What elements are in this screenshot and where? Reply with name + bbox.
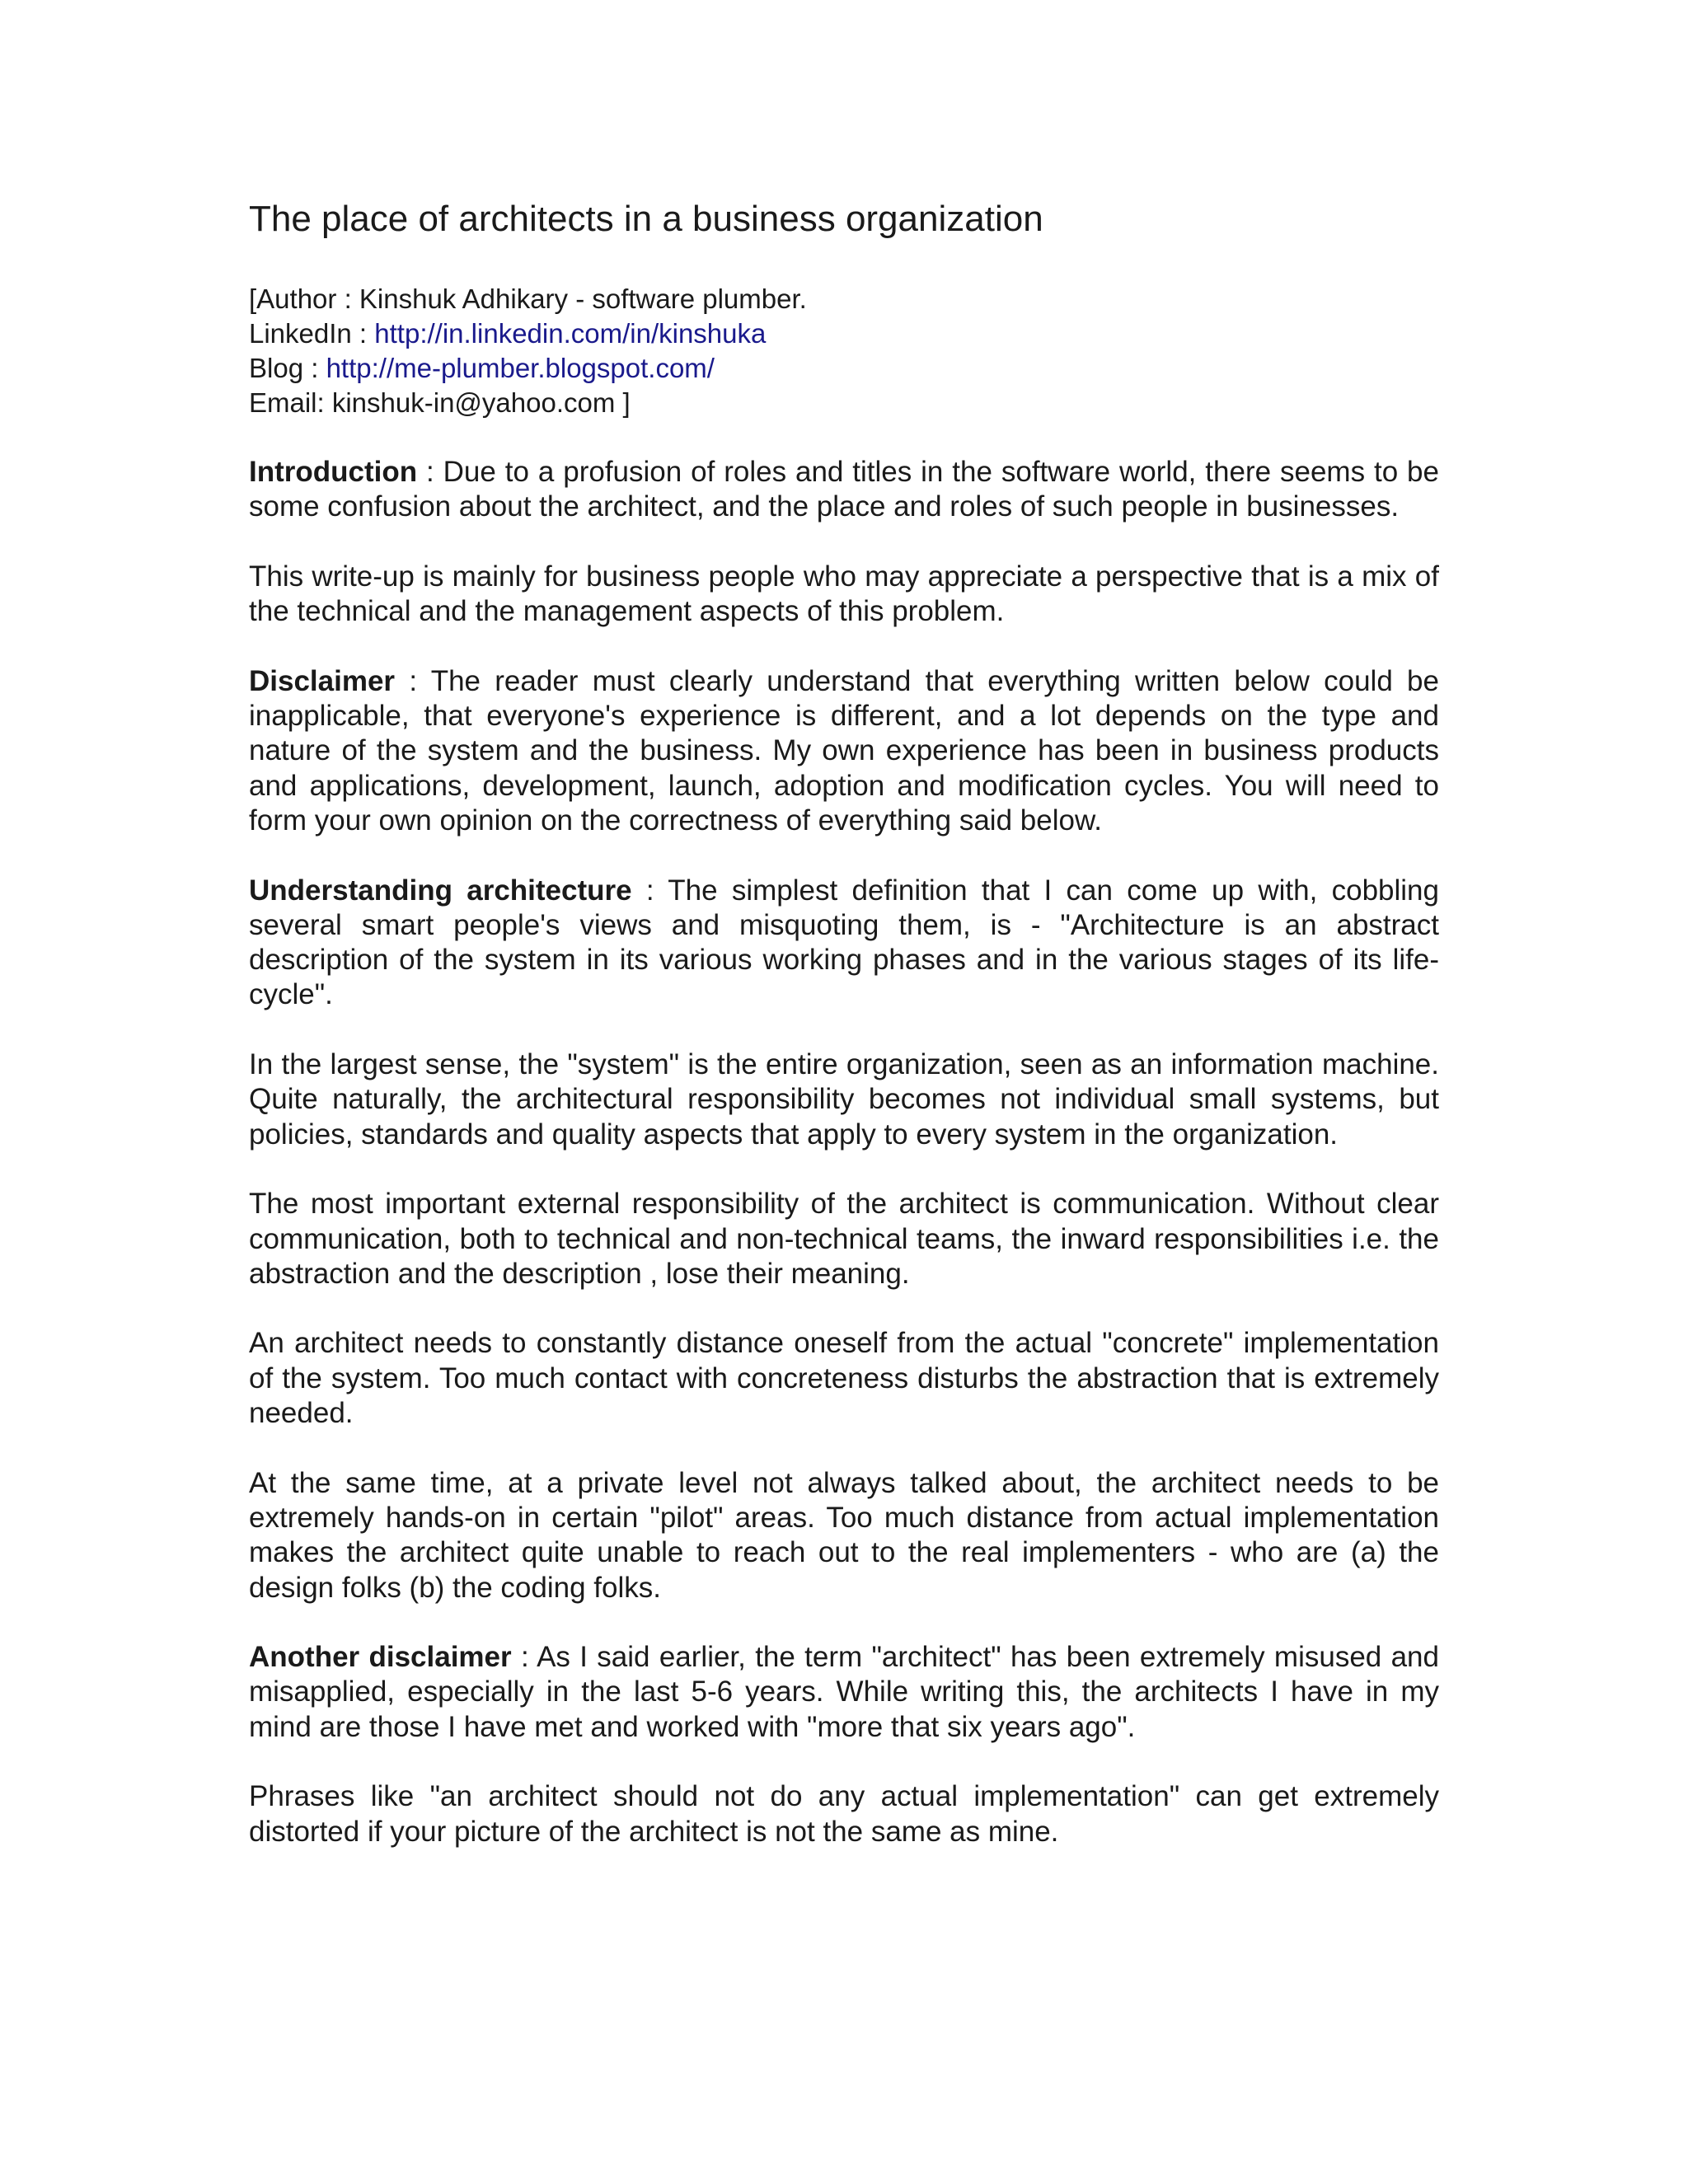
author-info <box>249 282 1439 420</box>
paragraph-disclaimer <box>249 664 1439 838</box>
page-title: The place of architects in a business organization <box>249 199 1043 239</box>
text-disclaimer: : The reader must clearly understand that everything written below could be inapplicable, that everyone's experience is different, and a lot depends on the type and nature of the system and the business. My own experience has been in business products and applications, development, launch, adoption and modification cycles. You will need to form your own opinion on the correctness of everything said below. <box>249 664 1439 837</box>
blog-link[interactable]: http://me-plumber.blogspot.com/ <box>326 353 715 383</box>
author-line: [Author : Kinshuk Adhikary - software plumber. <box>249 284 807 314</box>
linkedin-label: LinkedIn : <box>249 318 375 349</box>
paragraph-understanding-architecture <box>249 874 1439 1013</box>
text-another-disclaimer: : As I said earlier, the term "architect" has been extremely misused and misapplied, especially in the last 5-6 years. While writing this, the architects I have in my mind are those I have met and worked with "more that six years ago". <box>249 1641 1439 1743</box>
paragraph-hands-on: At the same time, at a private level not always talked about, the architect needs to be extremely hands-on in certain "pilot" areas. Too much distance from actual implementation makes the architect quite unable to reach out to the real implementers - who are (a) the design folks (b) the coding folks. <box>249 1466 1439 1604</box>
paragraph-phrases: Phrases like "an architect should not do any actual implementation" can get extremely distorted if your picture of the architect is not the same as mine. <box>249 1780 1439 1848</box>
linkedin-link[interactable]: http://in.linkedin.com/in/kinshuka <box>374 318 767 349</box>
blog-line <box>249 351 1439 386</box>
linkedin-line <box>249 316 1439 351</box>
paragraph-system-sense: In the largest sense, the "system" is the entire organization, seen as an information machine. Quite naturally, the architectural responsibility becomes not individual small systems, but policies, standards and quality aspects that apply to every system in the organization. <box>249 1048 1439 1151</box>
heading-another-disclaimer: Another disclaimer <box>249 1641 512 1674</box>
heading-understanding-architecture: Understanding architecture <box>249 874 632 907</box>
heading-introduction: Introduction <box>249 456 418 488</box>
text-introduction: : Due to a profusion of roles and titles in the software world, there seems to be some confusion about the architect, and the place and roles of such people in businesses. <box>249 456 1439 523</box>
heading-disclaimer: Disclaimer <box>249 664 396 697</box>
document-page <box>249 196 1439 1884</box>
paragraph-introduction <box>249 455 1439 525</box>
paragraph-communication: The most important external responsibility of the architect is communication. Without clear communication, both to technical and non-technical teams, the inward responsibilities i.e. the abstraction and the description , lose their meaning. <box>249 1188 1439 1290</box>
paragraph-audience: This write-up is mainly for business people who may appreciate a perspective that is a mix of the technical and the management aspects of this problem. <box>249 560 1439 628</box>
blog-label: Blog : <box>249 353 326 383</box>
paragraph-distance: An architect needs to constantly distance oneself from the actual "concrete" implementation of the system. Too much contact with concreteness disturbs the abstraction that is extremely needed. <box>249 1327 1439 1430</box>
paragraph-another-disclaimer <box>249 1640 1439 1745</box>
text-understanding-architecture: : The simplest definition that I can come up with, cobbling several smart people's views and misquoting them, is - "Architecture is an abstract description of the system in its various working phases and in the various stages of its life-cycle". <box>249 874 1439 1011</box>
email-line: Email: kinshuk-in@yahoo.com ] <box>249 387 631 418</box>
